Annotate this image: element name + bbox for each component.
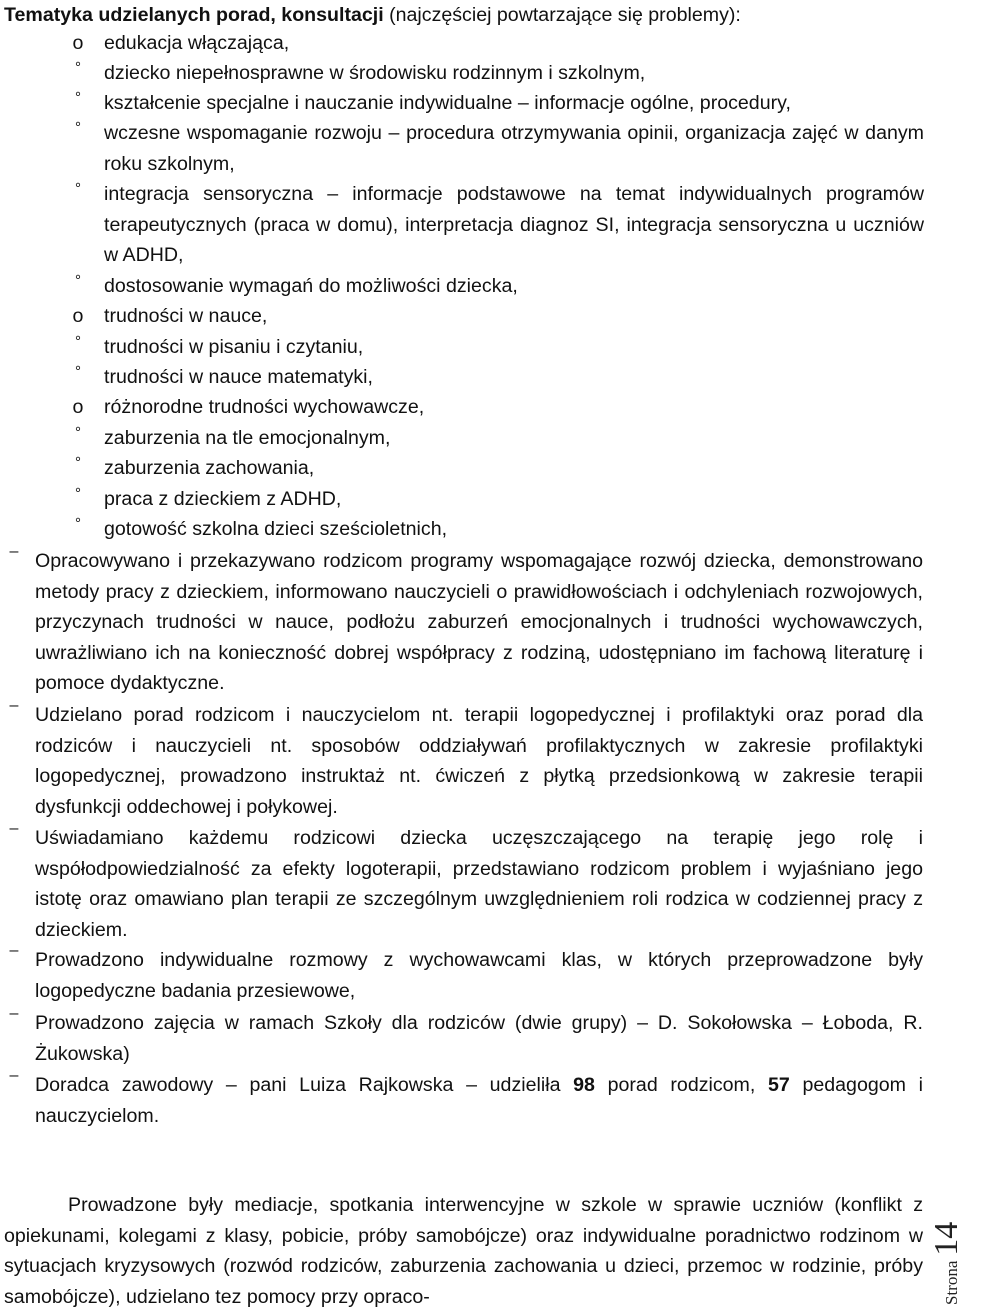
topic-text: edukacja włączająca, bbox=[104, 32, 290, 54]
activity-text: Prowadzono indywidualne rozmowy z wychowawcami klas, w których przeprowadzone były logopedyczne badania przesiewowe, bbox=[35, 949, 923, 1002]
dash-marker: – bbox=[9, 1005, 19, 1022]
topic-text: praca z dzieckiem z ADHD, bbox=[104, 488, 342, 510]
dash-marker: – bbox=[9, 1067, 19, 1084]
topic-text: integracja sensoryczna – informacje podstawowe na temat indywidualnych programów terapeutycznych (praca w domu), interpretacja diagnoz SI, integracja sensoryczna u uczniów w ADHD, bbox=[104, 183, 924, 266]
dash-marker: – bbox=[9, 942, 19, 959]
topic-text: trudności w nauce, bbox=[104, 305, 268, 327]
final-paragraph: Prowadzone były mediacje, spotkania interwencyjne w szkole w sprawie uczniów (konflikt z opiekunami, kolegami z klasy, pobicie, próby samobójcze) oraz indywidualne poradnictwo rodzinom w sytuacjach kryzysowych (rozwód rodziców, zaburzenia zachowania u dzieci, przemoc w rodzinie, próby samobójcze), udzielano tez pomocy przy opraco- bbox=[4, 1194, 923, 1308]
bullet-marker: o bbox=[72, 32, 84, 54]
topic-text: różnorodne trudności wychowawcze, bbox=[104, 396, 425, 418]
advisor-text-end: pedagogom i nauczycielom. bbox=[35, 1074, 923, 1127]
page-number: 14 bbox=[928, 1221, 965, 1256]
page-label: Strona bbox=[942, 1260, 961, 1305]
bullet-marker: ° bbox=[75, 424, 81, 441]
parents-count: 98 bbox=[573, 1074, 595, 1096]
heading-rest: (najczęściej powtarzające się problemy): bbox=[383, 4, 741, 26]
bullet-marker: ° bbox=[75, 454, 81, 471]
topic-text: trudności w pisaniu i czytaniu, bbox=[104, 336, 364, 358]
dash-marker: – bbox=[9, 820, 19, 837]
advisor-text-start: Doradca zawodowy – pani Luiza Rajkowska – udzieliła bbox=[35, 1074, 574, 1096]
advisor-text bbox=[35, 1070, 923, 1131]
topic-text: dostosowanie wymagań do możliwości dziecka, bbox=[104, 275, 518, 297]
topic-text: gotowość szkolna dzieci sześcioletnich, bbox=[104, 518, 448, 540]
section-heading bbox=[4, 0, 934, 30]
bullet-marker: o bbox=[72, 305, 84, 327]
bullet-marker: ° bbox=[75, 272, 81, 289]
bullet-marker: ° bbox=[75, 485, 81, 502]
teachers-count: 57 bbox=[768, 1074, 790, 1096]
topic-text: zaburzenia na tle emocjonalnym, bbox=[104, 427, 391, 449]
page-number-footer bbox=[928, 1165, 988, 1305]
topic-text: trudności w nauce matematyki, bbox=[104, 366, 373, 388]
topic-text: kształcenie specjalne i nauczanie indywidualne – informacje ogólne, procedury, bbox=[104, 92, 791, 114]
dash-marker: – bbox=[9, 697, 19, 714]
heading-bold: Tematyka udzielanych porad, konsultacji bbox=[4, 4, 384, 26]
advisor-text-middle: porad rodzicom, bbox=[594, 1074, 768, 1096]
activity-text: Prowadzono zajęcia w ramach Szkoły dla rodziców (dwie grupy) – D. Sokołowska – Łoboda, R. Żukowska) bbox=[35, 1012, 923, 1065]
bullet-marker: o bbox=[72, 396, 84, 418]
topic-text: zaburzenia zachowania, bbox=[104, 457, 315, 479]
bullet-marker: ° bbox=[75, 333, 81, 350]
activity-text: Udzielano porad rodzicom i nauczycielom nt. terapii logopedycznej i profilaktyki oraz porad dla rodziców i nauczycieli nt. sposobów oddziaływań profilaktycznych w zakresie profilaktyki logopedycznej, prowadzono instruktaż nt. ćwiczeń z płytką przedsionkową w zakresie terapii dysfunkcji oddechowej i połykowej. bbox=[35, 704, 923, 818]
bullet-marker: ° bbox=[75, 180, 81, 197]
topic-text: wczesne wspomaganie rozwoju – procedura otrzymywania opinii, organizacja zajęć w danym roku szkolnym, bbox=[104, 122, 924, 175]
activity-text: Uświadamiano każdemu rodzicowi dziecka uczęszczającego na terapię jego rolę i współodpowiedzialność za efekty logoterapii, przedstawiano rodzicom problem i wyjaśniano jego istotę oraz omawiano plan terapii ze szczególnym uwzględnieniem roli rodzica w codziennej pracy z dzieckiem. bbox=[35, 827, 923, 941]
dash-marker: – bbox=[9, 543, 19, 560]
topic-text: dziecko niepełnosprawne w środowisku rodzinnym i szkolnym, bbox=[104, 62, 646, 84]
bullet-marker: ° bbox=[75, 363, 81, 380]
bullet-marker: ° bbox=[75, 89, 81, 106]
bullet-marker: ° bbox=[75, 119, 81, 136]
bullet-marker: ° bbox=[75, 59, 81, 76]
bullet-marker: ° bbox=[75, 515, 81, 532]
activity-text: Opracowywano i przekazywano rodzicom programy wspomagające rozwój dziecka, demonstrowano metody pracy z dzieckiem, informowano nauczycieli o prawidłowościach i odchyleniach rozwojowych, przyczynach trudności w nauce, podłożu zaburzeń emocjonalnych i trudności wychowawczych, uwrażliwiano ich na konieczność dobrej współpracy z rodziną, udostępniano im fachową literaturę i pomoce dydaktyczne. bbox=[35, 550, 923, 694]
